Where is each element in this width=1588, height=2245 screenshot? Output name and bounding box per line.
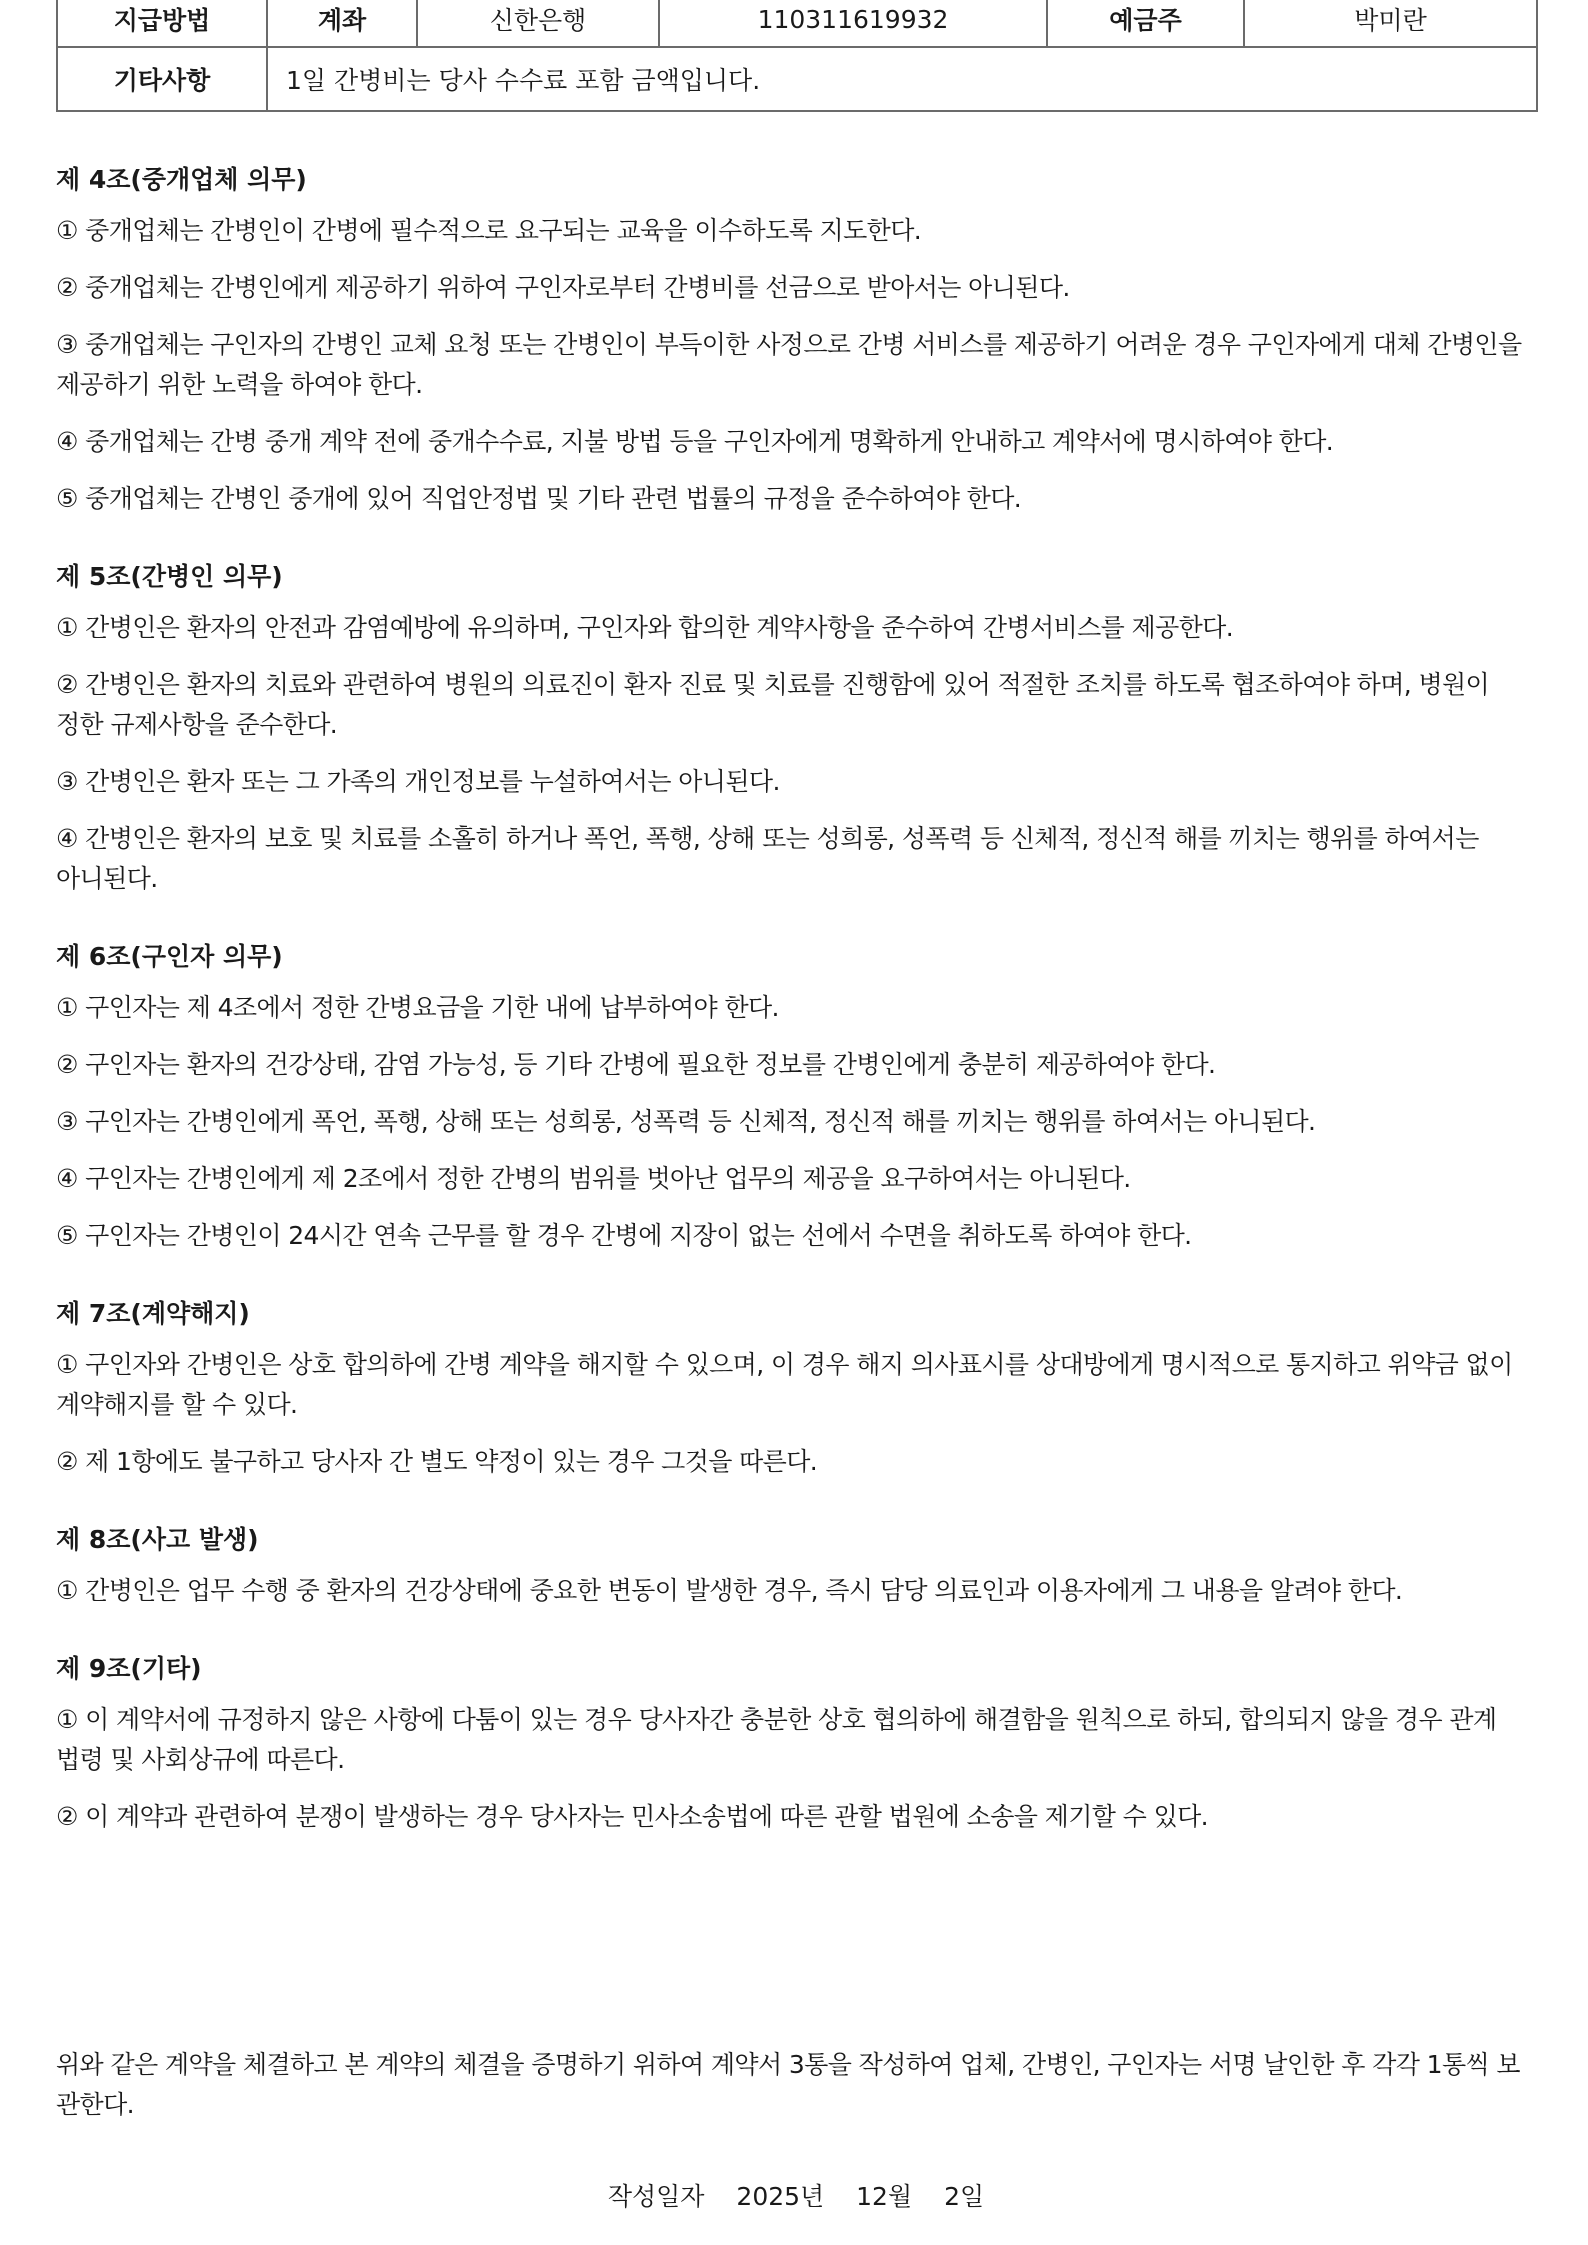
article-clause: ④ 간병인은 환자의 보호 및 치료를 소홀히 하거나 폭언, 폭행, 상해 또는 성희롱, 성폭력 등 신체적, 정신적 해를 끼치는 행위를 하여서는 아니된다. xyxy=(56,824,1479,893)
article-clause: ① 간병인은 업무 수행 중 환자의 건강상태에 중요한 변동이 발생한 경우, 즉시 담당 의료인과 이용자에게 그 내용을 알려야 한다. xyxy=(56,1576,1403,1605)
article-clause: ② 구인자는 환자의 건강상태, 감염 가능성, 등 기타 간병에 필요한 정보를 간병인에게 충분히 제공하여야 한다. xyxy=(56,1050,1216,1079)
article-9 xyxy=(56,1649,1536,1837)
article-title: 제 5조(간병인 의무) xyxy=(56,562,283,591)
date-label: 작성일자 xyxy=(607,2182,705,2211)
article-clause: ② 제 1항에도 불구하고 당사자 간 별도 약정이 있는 경우 그것을 따른다. xyxy=(56,1447,818,1476)
payment-table xyxy=(56,0,1538,112)
article-clause: ③ 간병인은 환자 또는 그 가족의 개인정보를 누설하여서는 아니된다. xyxy=(56,767,780,796)
article-6 xyxy=(56,937,1536,1256)
article-clause: ⑤ 중개업체는 간병인 중개에 있어 직업안정법 및 기타 관련 법률의 규정을 준수하여야 한다. xyxy=(56,484,1022,513)
article-title: 제 4조(중개업체 의무) xyxy=(56,165,307,194)
date-day: 2일 xyxy=(944,2182,985,2211)
date-month: 12월 xyxy=(856,2182,913,2211)
signing-date xyxy=(56,2177,1536,2217)
article-clause: ① 구인자는 제 4조에서 정한 간병요금을 기한 내에 납부하여야 한다. xyxy=(56,993,779,1022)
article-clause: ① 구인자와 간병인은 상호 합의하에 간병 계약을 해지할 수 있으며, 이 경우 해지 의사표시를 상대방에게 명시적으로 통지하고 위약금 없이 계약해지를 할 수 있다. xyxy=(56,1350,1513,1419)
payment-method-label: 지급방법 xyxy=(57,0,267,47)
article-clause: ④ 중개업체는 간병 중개 계약 전에 중개수수료, 지불 방법 등을 구인자에게 명확하게 안내하고 계약서에 명시하여야 한다. xyxy=(56,427,1334,456)
other-notes-label: 기타사항 xyxy=(57,47,267,111)
article-4 xyxy=(56,160,1536,519)
article-5 xyxy=(56,557,1536,899)
article-8 xyxy=(56,1520,1536,1611)
closing-statement: 위와 같은 계약을 체결하고 본 계약의 체결을 증명하기 위하여 계약서 3통을 작성하여 업체, 간병인, 구인자는 서명 날인한 후 각각 1통씩 보관한다. xyxy=(56,2050,1520,2119)
article-clause: ⑤ 구인자는 간병인이 24시간 연속 근무를 할 경우 간병에 지장이 없는 선에서 수면을 취하도록 하여야 한다. xyxy=(56,1221,1192,1250)
article-title: 제 9조(기타) xyxy=(56,1654,202,1683)
contract-articles xyxy=(56,160,1536,1875)
article-clause: ① 간병인은 환자의 안전과 감염예방에 유의하며, 구인자와 합의한 계약사항을 준수하여 간병서비스를 제공한다. xyxy=(56,613,1234,642)
article-clause: ④ 구인자는 간병인에게 제 2조에서 정한 간병의 범위를 벗아난 업무의 제공을 요구하여서는 아니된다. xyxy=(56,1164,1131,1193)
other-notes-row xyxy=(57,47,1537,111)
article-clause: ② 간병인은 환자의 치료와 관련하여 병원의 의료진이 환자 진료 및 치료를 진행함에 있어 적절한 조치를 하도록 협조하여야 하며, 병원이 정한 규제사항을 준수한다. xyxy=(56,670,1490,739)
article-clause: ② 이 계약과 관련하여 분쟁이 발생하는 경우 당사자는 민사소송법에 따른 관할 법원에 소송을 제기할 수 있다. xyxy=(56,1802,1209,1831)
account-holder: 박미란 xyxy=(1244,0,1537,47)
article-clause: ③ 중개업체는 구인자의 간병인 교체 요청 또는 간병인이 부득이한 사정으로 간병 서비스를 제공하기 어려운 경우 구인자에게 대체 간병인을 제공하기 위한 노력을 하여야 한다. xyxy=(56,330,1522,399)
article-7 xyxy=(56,1294,1536,1482)
article-clause: ② 중개업체는 간병인에게 제공하기 위하여 구인자로부터 간병비를 선금으로 받아서는 아니된다. xyxy=(56,273,1070,302)
article-clause: ① 중개업체는 간병인이 간병에 필수적으로 요구되는 교육을 이수하도록 지도한다. xyxy=(56,216,922,245)
payment-method-row xyxy=(57,0,1537,47)
article-clause: ③ 구인자는 간병인에게 폭언, 폭행, 상해 또는 성희롱, 성폭력 등 신체적, 정신적 해를 끼치는 행위를 하여서는 아니된다. xyxy=(56,1107,1316,1136)
date-year: 2025년 xyxy=(736,2182,825,2211)
article-title: 제 6조(구인자 의무) xyxy=(56,942,283,971)
account-holder-label: 예금주 xyxy=(1047,0,1244,47)
account-label: 계좌 xyxy=(267,0,417,47)
article-title: 제 8조(사고 발생) xyxy=(56,1525,259,1554)
account-number: 110311619932 xyxy=(659,0,1047,47)
other-notes-value: 1일 간병비는 당사 수수료 포함 금액입니다. xyxy=(267,47,1537,111)
article-title: 제 7조(계약해지) xyxy=(56,1299,250,1328)
bank-name: 신한은행 xyxy=(417,0,659,47)
article-clause: ① 이 계약서에 규정하지 않은 사항에 다툼이 있는 경우 당사자간 충분한 상호 협의하에 해결함을 원칙으로 하되, 합의되지 않을 경우 관계 법령 및 사회상규에 따른다. xyxy=(56,1705,1497,1774)
